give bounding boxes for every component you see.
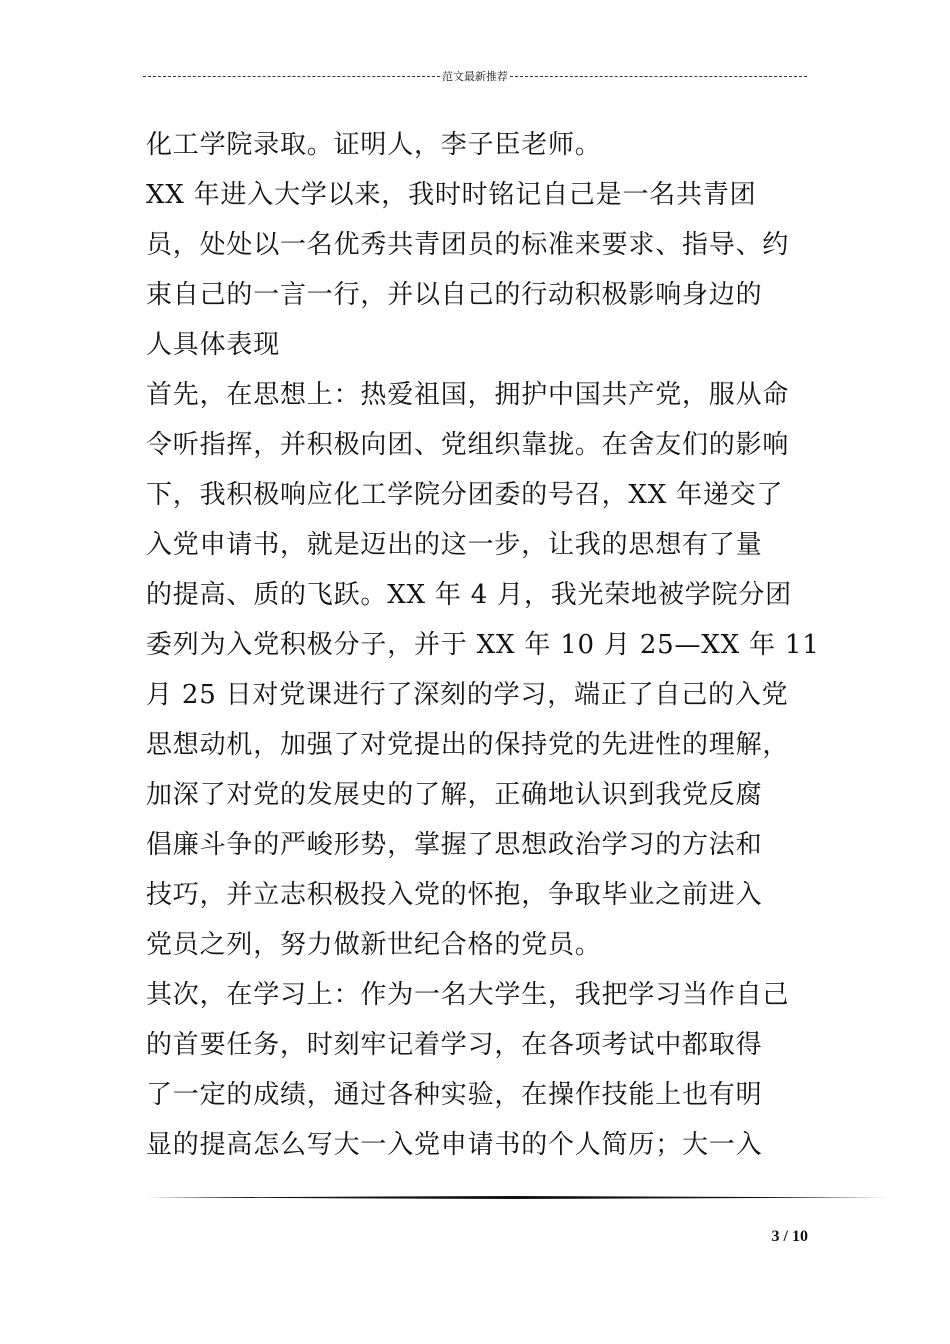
- text-line: 倡廉斗争的严峻形势，掌握了思想政治学习的方法和: [146, 830, 763, 860]
- page-header: [143, 66, 807, 86]
- text-line: 员，处处以一名优秀共青团员的标准来要求、指导、约: [146, 230, 790, 260]
- header-label: 范文最新推荐: [442, 70, 508, 83]
- text-line: 了一定的成绩，通过各种实验，在操作技能上也有明: [146, 1080, 763, 1110]
- text-line: 月 25 日对党课进行了深刻的学习，端正了自己的入党: [146, 680, 789, 710]
- document-body: [146, 120, 846, 1170]
- text-line: 技巧，并立志积极投入党的怀抱，争取毕业之前进入: [146, 880, 763, 910]
- text-line: 入党申请书，就是迈出的这一步，让我的思想有了量: [146, 530, 763, 560]
- text-line: XX 年进入大学以来，我时时铭记自己是一名共青团: [146, 180, 757, 210]
- text-line: 思想动机，加强了对党提出的保持党的先进性的理解，: [146, 730, 790, 760]
- header-dash-left: [143, 76, 440, 77]
- text-line: 的首要任务，时刻牢记着学习，在各项考试中都取得: [146, 1030, 763, 1060]
- text-line: 人具体表现: [146, 330, 281, 360]
- text-line: 显的提高怎么写大一入党申请书的个人简历；大一入: [146, 1130, 763, 1160]
- page-number: 3 / 10: [771, 1228, 808, 1245]
- text-line: 委列为入党积极分子，并于 XX 年 10 月 25—XX 年 11: [146, 630, 820, 660]
- text-line: 令听指挥，并积极向团、党组织靠拢。在舍友们的影响: [146, 430, 790, 460]
- text-line: 党员之列，努力做新世纪合格的党员。: [146, 930, 602, 960]
- text-line: 束自己的一言一行，并以自己的行动积极影响身边的: [146, 280, 763, 310]
- text-line: 其次，在学习上：作为一名大学生，我把学习当作自己: [146, 980, 790, 1010]
- text-line: 化工学院录取。证明人，李子臣老师。: [146, 130, 602, 160]
- text-line: 下，我积极响应化工学院分团委的号召，XX 年递交了: [146, 480, 784, 510]
- text-line: 首先，在思想上：热爱祖国，拥护中国共产党，服从命: [146, 380, 790, 410]
- footer-divider: [146, 1196, 888, 1199]
- text-line: 的提高、质的飞跃。XX 年 4 月，我光荣地被学院分团: [146, 580, 792, 610]
- text-line: 加深了对党的发展史的了解，正确地认识到我党反腐: [146, 780, 763, 810]
- header-dash-right: [510, 76, 807, 77]
